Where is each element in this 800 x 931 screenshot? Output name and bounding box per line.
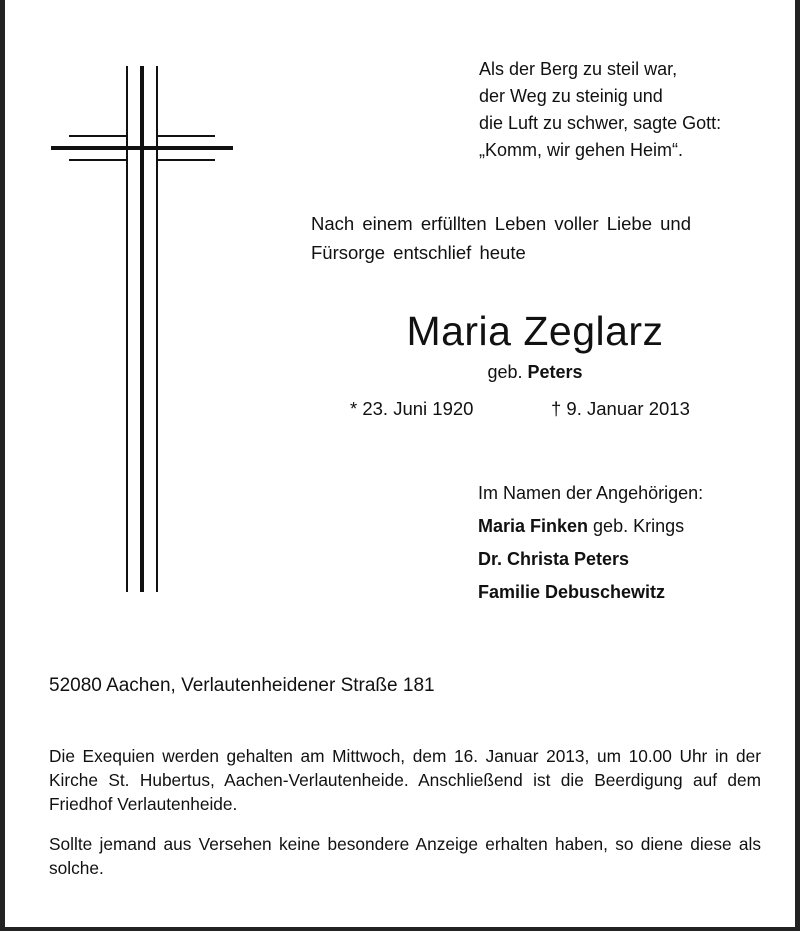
footer-note: Sollte jemand aus Versehen keine besondere Anzeige erhalten haben, so diene diese als solche. <box>49 834 761 878</box>
deceased-name: Maria Zeglarz <box>406 308 664 354</box>
mourner-suffix: geb. Krings <box>593 516 685 536</box>
mourner-item <box>478 543 778 576</box>
mourner-name: Maria Finken <box>478 516 589 536</box>
family-address: 52080 Aachen, Verlautenheidener Straße 181 <box>49 675 435 696</box>
maiden-name <box>305 360 765 384</box>
poem-line: „Komm, wir gehen Heim“. <box>479 140 684 160</box>
maiden-prefix: geb. <box>487 362 523 382</box>
mourners-block <box>478 477 778 609</box>
intro-line: Fürsorge entschlief heute <box>311 242 526 263</box>
cross-icon <box>49 62 235 598</box>
mourner-name: Familie Debuschewitz <box>478 582 666 602</box>
intro-line: Nach einem erfüllten Leben voller Liebe und <box>311 213 692 234</box>
mourner-item <box>478 510 778 543</box>
poem <box>479 56 779 164</box>
intro-text <box>311 209 761 267</box>
poem-line: Als der Berg zu steil war, <box>479 59 678 79</box>
death-date: † 9. Januar 2013 <box>551 398 690 419</box>
poem-line: der Weg zu steinig und <box>479 86 663 106</box>
mourner-item <box>478 576 778 609</box>
birth-date: * 23. Juni 1920 <box>350 398 474 419</box>
mourners-heading: Im Namen der Angehörigen: <box>478 483 704 503</box>
funeral-details: Die Exequien werden gehalten am Mittwoch, dem 16. Januar 2013, um 10.00 Uhr in der Kirche St. Hubertus, Aachen-Verlautenheide. Anschließend ist die Beerdigung auf dem Friedhof Verlautenheide. <box>49 746 761 814</box>
maiden-surname: Peters <box>527 362 583 382</box>
mourner-name: Dr. Christa Peters <box>478 549 630 569</box>
poem-line: die Luft zu schwer, sagte Gott: <box>479 113 722 133</box>
